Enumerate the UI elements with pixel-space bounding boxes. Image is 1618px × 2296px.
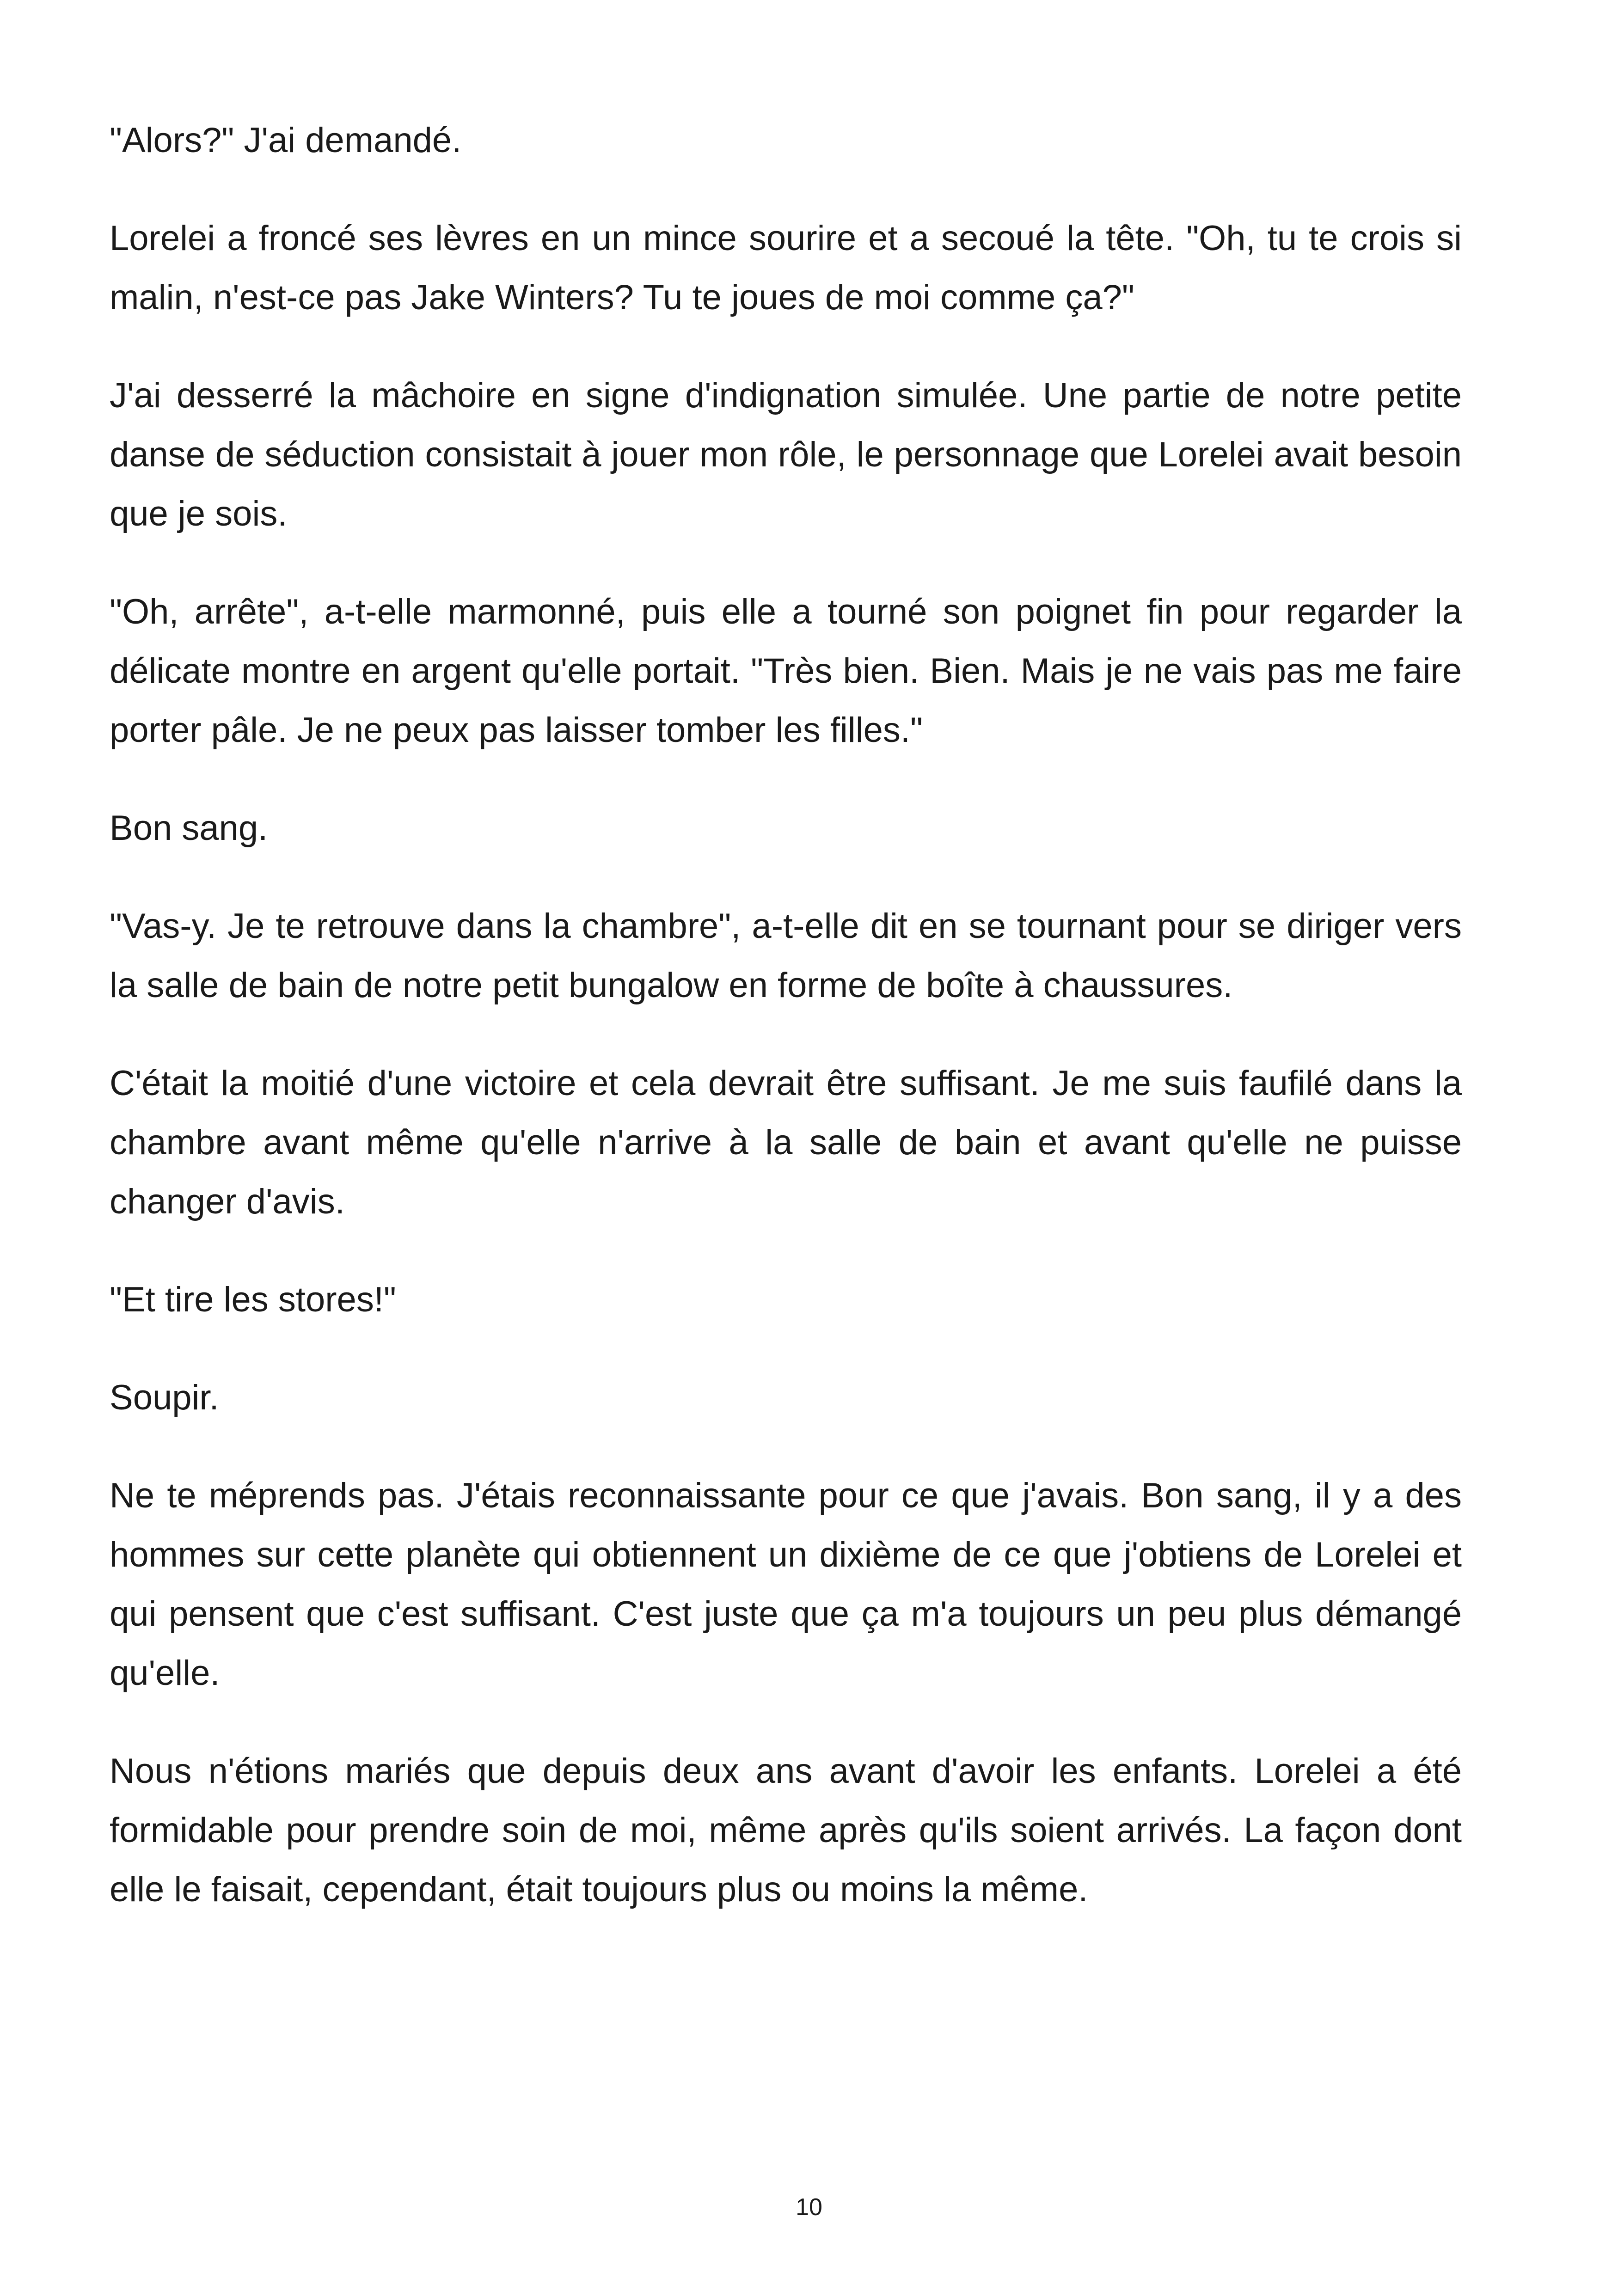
paragraph-3: J'ai desserré la mâchoire en signe d'indignation simulée. Une partie de notre petite danse de séduction consistait à jouer mon rôle, le personnage que Lorelei avait besoin que je sois. [110, 376, 1462, 533]
paragraph-5: Bon sang. [110, 808, 268, 848]
paragraph-10: Ne te méprends pas. J'étais reconnaissante pour ce que j'avais. Bon sang, il y a des hommes sur cette planète qui obtiennent un dixième de ce que j'obtiens de Lorelei et qui pensent que c'est suffisant. C'est juste que ça m'a toujours un peu plus démangé qu'elle. [110, 1476, 1462, 1693]
body-text [110, 111, 1462, 1958]
paragraph-8: "Et tire les stores!" [110, 1280, 396, 1319]
paragraph-11: Nous n'étions mariés que depuis deux ans avant d'avoir les enfants. Lorelei a été formidable pour prendre soin de moi, même après qu'ils soient arrivés. La façon dont elle le faisait, cependant, était toujours plus ou moins la même. [110, 1751, 1462, 1909]
paragraph-1: "Alors?" J'ai demandé. [110, 121, 462, 160]
paragraph-2: Lorelei a froncé ses lèvres en un mince sourire et a secoué la tête. "Oh, tu te crois si malin, n'est-ce pas Jake Winters? Tu te joues de moi comme ça?" [110, 219, 1462, 317]
paragraph-6: "Vas-y. Je te retrouve dans la chambre", a-t-elle dit en se tournant pour se diriger vers la salle de bain de notre petit bungalow en forme de boîte à chaussures. [110, 906, 1462, 1005]
paragraph-7: C'était la moitié d'une victoire et cela devrait être suffisant. Je me suis faufilé dans la chambre avant même qu'elle n'arrive à la salle de bain et avant qu'elle ne puisse changer d'avis. [110, 1064, 1462, 1221]
paragraph-9: Soupir. [110, 1378, 219, 1417]
paragraph-4: "Oh, arrête", a-t-elle marmonné, puis elle a tourné son poignet fin pour regarder la délicate montre en argent qu'elle portait. "Très bien. Bien. Mais je ne vais pas me faire porter pâle. Je ne peux pas laisser tomber les filles." [110, 592, 1462, 750]
page-number: 10 [796, 2194, 822, 2221]
